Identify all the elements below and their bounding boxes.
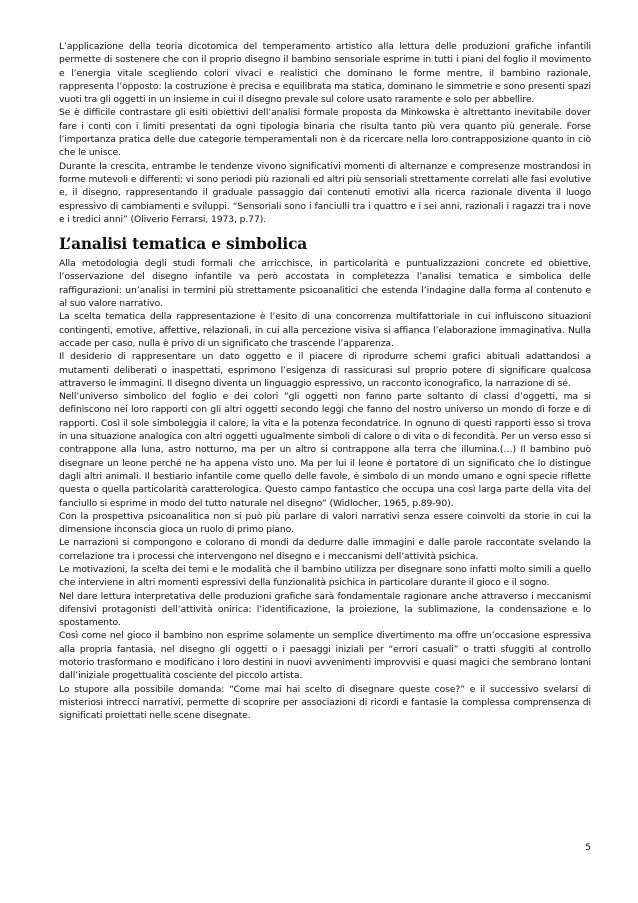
paragraph: Così come nel gioco il bambino non esprime solamente un semplice divertimento ma offre un’occasione espressiva alla propria fantasia, nel disegno gli oggetti o i paesaggi iniziali per “errori casuali” o tratti sfuggiti al controllo motorio trasformano e modificano i loro destini in nuovi avvenimenti improvvisi e quasi magici che sembrano lontani dall’iniziale progettualità cosciente del piccolo artista.: [59, 630, 591, 682]
paragraph: Le motivazioni, la scelta dei temi e le modalità che il bambino utilizza per disegnare sono infatti molto simili a quello che interviene in altri momenti espressivi della funzionalità psichica in particolare durante il gioco e il sogno.: [59, 563, 591, 589]
paragraph: Il desiderio di rappresentare un dato oggetto e il piacere di riprodurre schemi grafici abituali adattandosi a mutamenti deliberati o inaspettati, esprimono l’esigenza di rassicurasi sul proprio potere di significare qualcosa attraverso le immagini. Il disegno diventa un linguaggio espressivo, un racconto iconografico, la narrazione di sé.: [59, 351, 591, 389]
paragraph: Lo stupore alla possibile domanda: “Come mai hai scelto di disegnare queste cose?” e il successivo svelarsi di misteriosi intrecci narrativi, permette di scoprire per associazioni di ricordi e fantasie la complessa comprensenza di significati proiettati nelle scene disegnate.: [59, 683, 591, 722]
paragraph: Nel dare lettura interpretativa delle produzioni grafiche sarà fondamentale ragionare anche attraverso i meccanismi difensivi protagonisti dell’attività onirica: l’identificazione, la proiezione, la sublimazione, la condensazione e lo spostamento.: [59, 590, 591, 629]
paragraph: L’applicazione della teoria dicotomica del temperamento artistico alla lettura delle produzioni grafiche infantili permette di sostenere che con il proprio disegno il bambino sensoriale esprime in tutti i piani del foglio il movimento e l’energia vitale scegliendo colori vivaci e realistici che dominano le forme mentre, il bambino razionale, rappresenta l’opposto: la costruzione è precisa e equilibrata ma statica, dominano le simmetrie e sono presenti spazi vuoti tra gli oggetti in un insieme in cui il disegno prevale sul colore usato raramente e solo per abbellire.: [59, 41, 591, 106]
section-heading: L’analisi tematica e simbolica: [59, 235, 308, 254]
page-content: [59, 40, 591, 723]
paragraph: Le narrazioni si compongono e colorano di mondi da dedurre dalle immagini e dalle parole raccontate svelando la correlazione tra i processi che intervengono nel disegno e i meccanismi dell’attività psichica.: [59, 537, 591, 562]
page-number: 5: [585, 842, 591, 853]
paragraph: La scelta tematica della rappresentazione è l’esito di una concorrenza multifattoriale in cui influiscono situazioni contingenti, emotive, affettive, relazionali, in cui alla percezione visiva si affianca l’elaborazione immaginativa. Nulla accade per caso, nulla è privo di un significato che trascende l’apparenza.: [59, 311, 591, 349]
paragraph: Alla metodologia degli studi formali che arricchisce, in particolarità e puntualizzazioni concrete ed obiettive, l’osservazione del disegno infantile va però accostata in completezza l’analisi tematica e simbolica delle raffigurazioni: un’analisi in termini più strettamente psicoanalitici che estenda l’indagine dalla forma al contenuto e al suo valore narrativo.: [59, 258, 591, 310]
paragraph: Nell’universo simbolico del foglio e dei colori “gli oggetti non fanno parte soltanto di classi d’oggetti, ma si definiscono nei loro rapporti con gli altri oggetti secondo leggi che fanno del nostro universo un mondo di forze e di rapporti. Così il sole simboleggia il calore, la vita e la potenza fecondatrice. In ognuno di questi rapporti esso si trova in una situazione analogica con altri oggetti ugualmente simboli di calore o di vita o di fecondità. Per un verso esso si contrappone alla luna, astro notturno, ma per un altro si contrappone alla terra che illumina.(…) Il bambino può disegnare un leone perché ne ha appena visto uno. Ma per lui il leone è portatore di un significato che lo distingue dagli altri animali. Il bestiario infantile come quello delle favole, è simbolo di un mondo umano e ogni specie riflette questa o quella particolarità caratterologica. Questo campo fantastico che occupa una così larga parte della vita del fanciullo si esprime in modo del tutto naturale nel disegno” (Widlocher, 1965, p.89-90).: [59, 391, 591, 509]
paragraph: Se è difficile contrastare gli esiti obiettivi dell’analisi formale proposta da Minkowska è altrettanto inevitabile dover fare i conti con i limiti presentati da ogni tipologia binaria che risulta tanto più vera quanto più generale. Forse l’importanza pratica delle due categorie temperamentali non è da ricercare nella loro contrapposizione quanto in ciò che le unisce.: [59, 107, 591, 159]
paragraph: Con la prospettiva psicoanalitica non si può più parlare di valori narrativi senza essere coinvolti da storie in cui la dimensione inconscia gioca un ruolo di primo piano.: [59, 510, 591, 536]
paragraph: Durante la crescita, entrambe le tendenze vivono significativi momenti di alternanze e compresenze mostrandosi in forme mutevoli e differenti: vi sono periodi più razionali ed altri più sensoriali strettamente correlati alle fasi evolutive e, il disegno, rappresentando il graduale passaggio dai contenuti emotivi alla ricerca razionale diventa il luogo espressivo di cambiamenti e sviluppi. “Sensoriali sono i fanciulli tra i quattro e i sei anni, razionali i ragazzi tra i nove e i tredici anni” (Oliverio Ferrarsi, 1973, p.77).: [59, 160, 591, 225]
